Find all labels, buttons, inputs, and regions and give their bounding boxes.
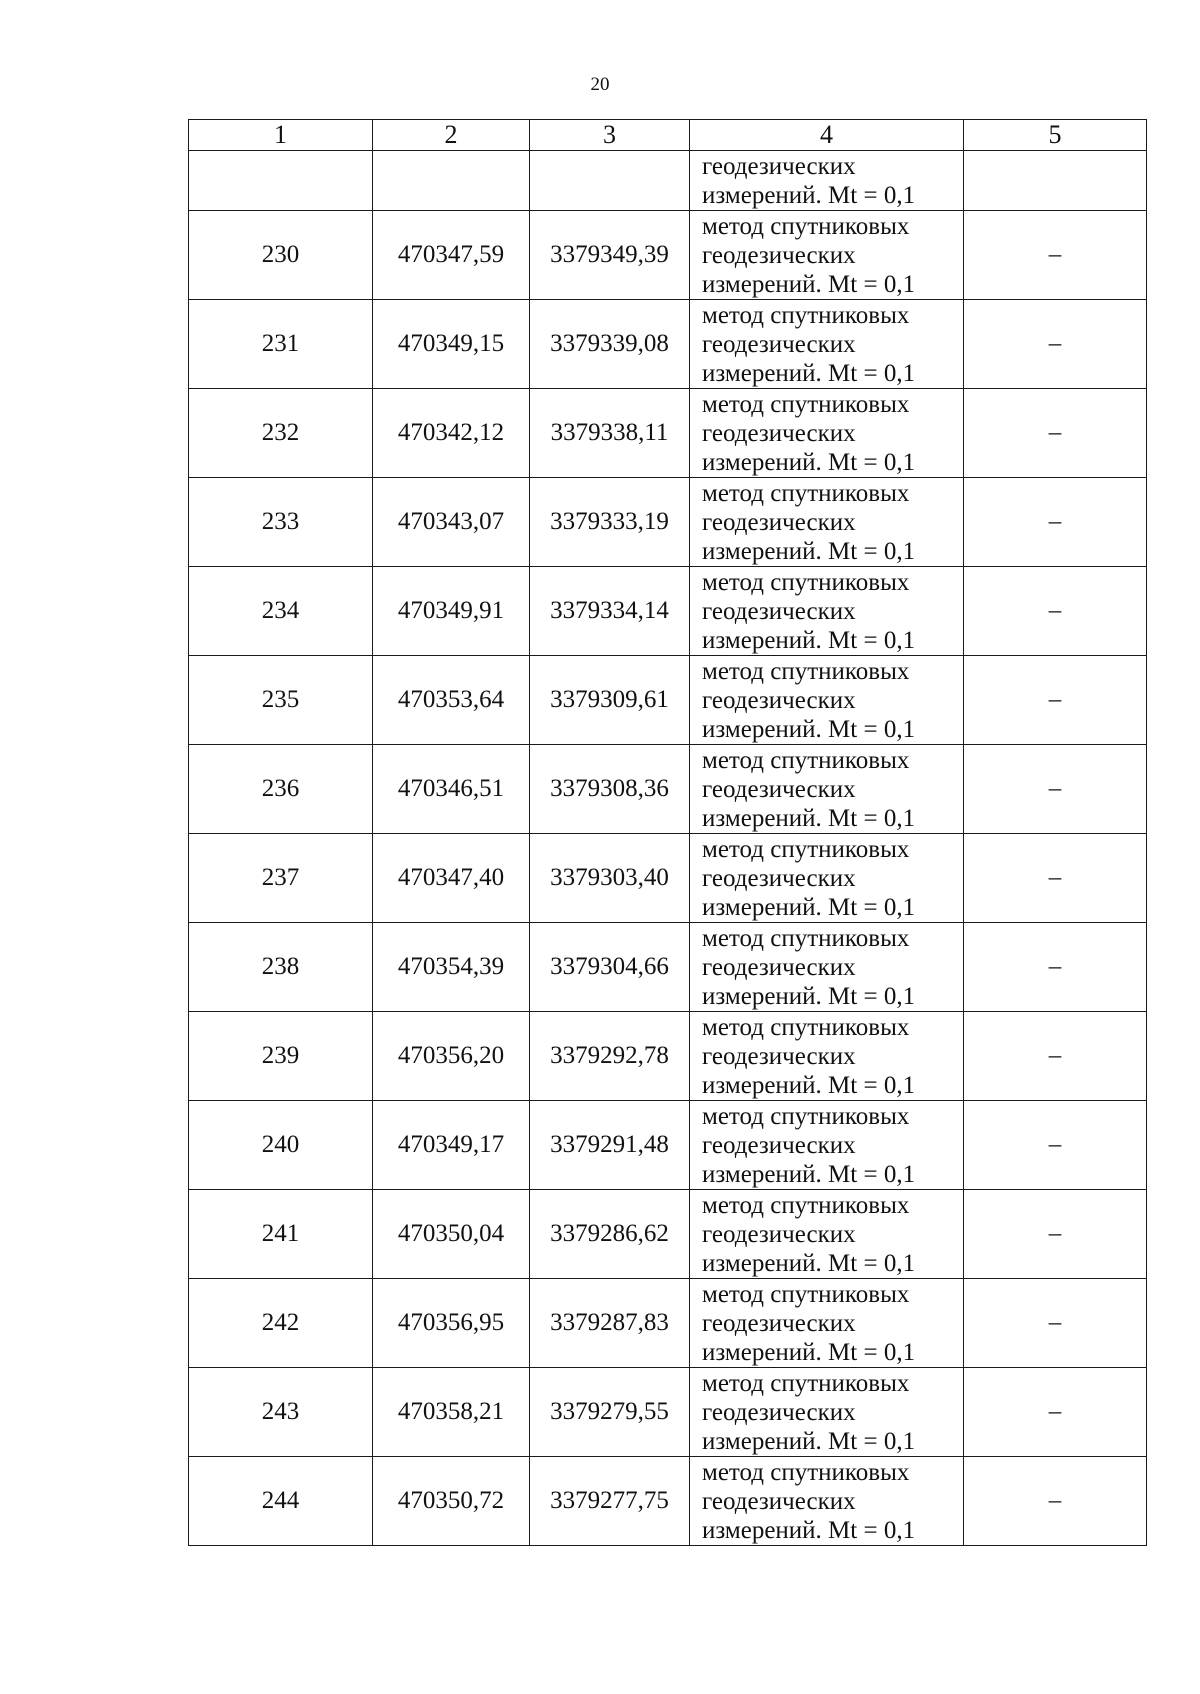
column-header-1: 1 [189, 120, 373, 151]
table-row [189, 745, 1147, 834]
note-cell: – [964, 567, 1147, 656]
x-cell [373, 151, 530, 211]
method-cell [690, 745, 964, 834]
point-cell: 241 [189, 1190, 373, 1279]
x-cell: 470349,91 [373, 567, 530, 656]
method-line: измерений. Mt = 0,1 [702, 1338, 916, 1366]
method-line: метод спутниковых [702, 479, 910, 507]
method-line: измерений. Mt = 0,1 [702, 1160, 916, 1188]
method-line: измерений. Mt = 0,1 [702, 893, 916, 921]
y-cell [530, 151, 690, 211]
x-cell: 470353,64 [373, 656, 530, 745]
point-cell: 232 [189, 389, 373, 478]
y-cell: 3379291,48 [530, 1101, 690, 1190]
x-cell: 470350,04 [373, 1190, 530, 1279]
y-cell: 3379339,08 [530, 300, 690, 389]
method-cell [690, 151, 964, 211]
table-header-row [189, 120, 1147, 151]
method-line: метод спутниковых [702, 1458, 910, 1486]
note-cell: – [964, 211, 1147, 300]
table-row [189, 300, 1147, 389]
method-line: геодезических [702, 1398, 856, 1426]
y-cell: 3379286,62 [530, 1190, 690, 1279]
note-cell: – [964, 1012, 1147, 1101]
column-header-5: 5 [964, 120, 1147, 151]
method-cell [690, 1368, 964, 1457]
y-cell: 3379277,75 [530, 1457, 690, 1546]
method-line: измерений. Mt = 0,1 [702, 1071, 916, 1099]
table-row [189, 389, 1147, 478]
y-cell: 3379287,83 [530, 1279, 690, 1368]
method-line: геодезических [702, 419, 856, 447]
note-cell: – [964, 1101, 1147, 1190]
method-cell [690, 567, 964, 656]
table-row [189, 1368, 1147, 1457]
method-line: геодезических [702, 241, 856, 269]
table-row [189, 656, 1147, 745]
point-cell: 242 [189, 1279, 373, 1368]
method-line: геодезических [702, 1042, 856, 1070]
method-line: измерений. Mt = 0,1 [702, 804, 916, 832]
method-line: геодезических [702, 1487, 856, 1515]
y-cell: 3379334,14 [530, 567, 690, 656]
method-cell [690, 923, 964, 1012]
continuation-row [189, 151, 1147, 211]
page-number: 20 [590, 74, 610, 95]
method-cell [690, 656, 964, 745]
coordinates-table [188, 119, 1147, 1546]
method-line: геодезических [702, 864, 856, 892]
table-row [189, 923, 1147, 1012]
method-line: метод спутниковых [702, 1369, 910, 1397]
method-cell [690, 834, 964, 923]
method-cell [690, 1279, 964, 1368]
note-cell: – [964, 1368, 1147, 1457]
method-line: метод спутниковых [702, 1280, 910, 1308]
table-row [189, 1101, 1147, 1190]
table-row [189, 1190, 1147, 1279]
table-row [189, 567, 1147, 656]
x-cell: 470356,20 [373, 1012, 530, 1101]
method-line: метод спутниковых [702, 657, 910, 685]
method-line: геодезических [702, 597, 856, 625]
method-line: измерений. Mt = 0,1 [702, 982, 916, 1010]
x-cell: 470343,07 [373, 478, 530, 567]
x-cell: 470349,17 [373, 1101, 530, 1190]
note-cell: – [964, 1457, 1147, 1546]
method-line: измерений. Mt = 0,1 [702, 715, 916, 743]
point-cell: 230 [189, 211, 373, 300]
note-cell: – [964, 1279, 1147, 1368]
point-cell: 240 [189, 1101, 373, 1190]
method-cell [690, 211, 964, 300]
note-cell: – [964, 478, 1147, 567]
method-line: метод спутниковых [702, 568, 910, 596]
method-line: метод спутниковых [702, 924, 910, 952]
method-line: геодезических [702, 775, 856, 803]
column-header-2: 2 [373, 120, 530, 151]
method-cell [690, 300, 964, 389]
point-cell: 234 [189, 567, 373, 656]
point-cell: 243 [189, 1368, 373, 1457]
x-cell: 470358,21 [373, 1368, 530, 1457]
y-cell: 3379292,78 [530, 1012, 690, 1101]
y-cell: 3379309,61 [530, 656, 690, 745]
note-cell: – [964, 923, 1147, 1012]
method-line: метод спутниковых [702, 301, 910, 329]
point-cell: 238 [189, 923, 373, 1012]
point-cell: 235 [189, 656, 373, 745]
table-row [189, 1012, 1147, 1101]
method-line: геодезических [702, 1131, 856, 1159]
note-cell: – [964, 1190, 1147, 1279]
method-line: геодезических [702, 330, 856, 358]
method-line: измерений. Mt = 0,1 [702, 270, 916, 298]
method-line: геодезических [702, 953, 856, 981]
note-cell: – [964, 389, 1147, 478]
method-line: метод спутниковых [702, 390, 910, 418]
method-cell [690, 1101, 964, 1190]
point-cell: 236 [189, 745, 373, 834]
point-cell: 237 [189, 834, 373, 923]
method-line: измерений. Mt = 0,1 [702, 537, 916, 565]
point-cell: 239 [189, 1012, 373, 1101]
y-cell: 3379349,39 [530, 211, 690, 300]
column-header-3: 3 [530, 120, 690, 151]
y-cell: 3379333,19 [530, 478, 690, 567]
x-cell: 470342,12 [373, 389, 530, 478]
method-line: измерений. Mt = 0,1 [702, 448, 916, 476]
method-line: метод спутниковых [702, 1013, 910, 1041]
table-row [189, 834, 1147, 923]
x-cell: 470347,59 [373, 211, 530, 300]
x-cell: 470350,72 [373, 1457, 530, 1546]
method-line: геодезических [702, 508, 856, 536]
y-cell: 3379304,66 [530, 923, 690, 1012]
method-line: метод спутниковых [702, 1191, 910, 1219]
note-cell [964, 151, 1147, 211]
table-row [189, 1279, 1147, 1368]
y-cell: 3379303,40 [530, 834, 690, 923]
point-cell: 231 [189, 300, 373, 389]
method-line: измерений. Mt = 0,1 [702, 1516, 916, 1544]
method-line: измерений. Mt = 0,1 [702, 1427, 916, 1455]
note-cell: – [964, 656, 1147, 745]
method-cell [690, 1012, 964, 1101]
method-line: геодезических [702, 686, 856, 714]
column-header-4: 4 [690, 120, 964, 151]
method-line: метод спутниковых [702, 212, 910, 240]
method-line: метод спутниковых [702, 746, 910, 774]
y-cell: 3379338,11 [530, 389, 690, 478]
x-cell: 470349,15 [373, 300, 530, 389]
method-line: геодезических [702, 152, 856, 180]
method-cell [690, 1457, 964, 1546]
x-cell: 470347,40 [373, 834, 530, 923]
point-cell: 244 [189, 1457, 373, 1546]
method-line: измерений. Mt = 0,1 [702, 359, 916, 387]
method-line: измерений. Mt = 0,1 [702, 626, 916, 654]
method-cell [690, 389, 964, 478]
method-cell [690, 1190, 964, 1279]
y-cell: 3379279,55 [530, 1368, 690, 1457]
point-cell [189, 151, 373, 211]
method-line: измерений. Mt = 0,1 [702, 1249, 916, 1277]
method-line: метод спутниковых [702, 1102, 910, 1130]
x-cell: 470356,95 [373, 1279, 530, 1368]
method-line: геодезических [702, 1220, 856, 1248]
x-cell: 470346,51 [373, 745, 530, 834]
note-cell: – [964, 834, 1147, 923]
table-row [189, 211, 1147, 300]
table-row [189, 478, 1147, 567]
method-line: измерений. Mt = 0,1 [702, 181, 916, 209]
y-cell: 3379308,36 [530, 745, 690, 834]
method-line: метод спутниковых [702, 835, 910, 863]
note-cell: – [964, 745, 1147, 834]
x-cell: 470354,39 [373, 923, 530, 1012]
method-line: геодезических [702, 1309, 856, 1337]
point-cell: 233 [189, 478, 373, 567]
table-row [189, 1457, 1147, 1546]
method-cell [690, 478, 964, 567]
note-cell: – [964, 300, 1147, 389]
